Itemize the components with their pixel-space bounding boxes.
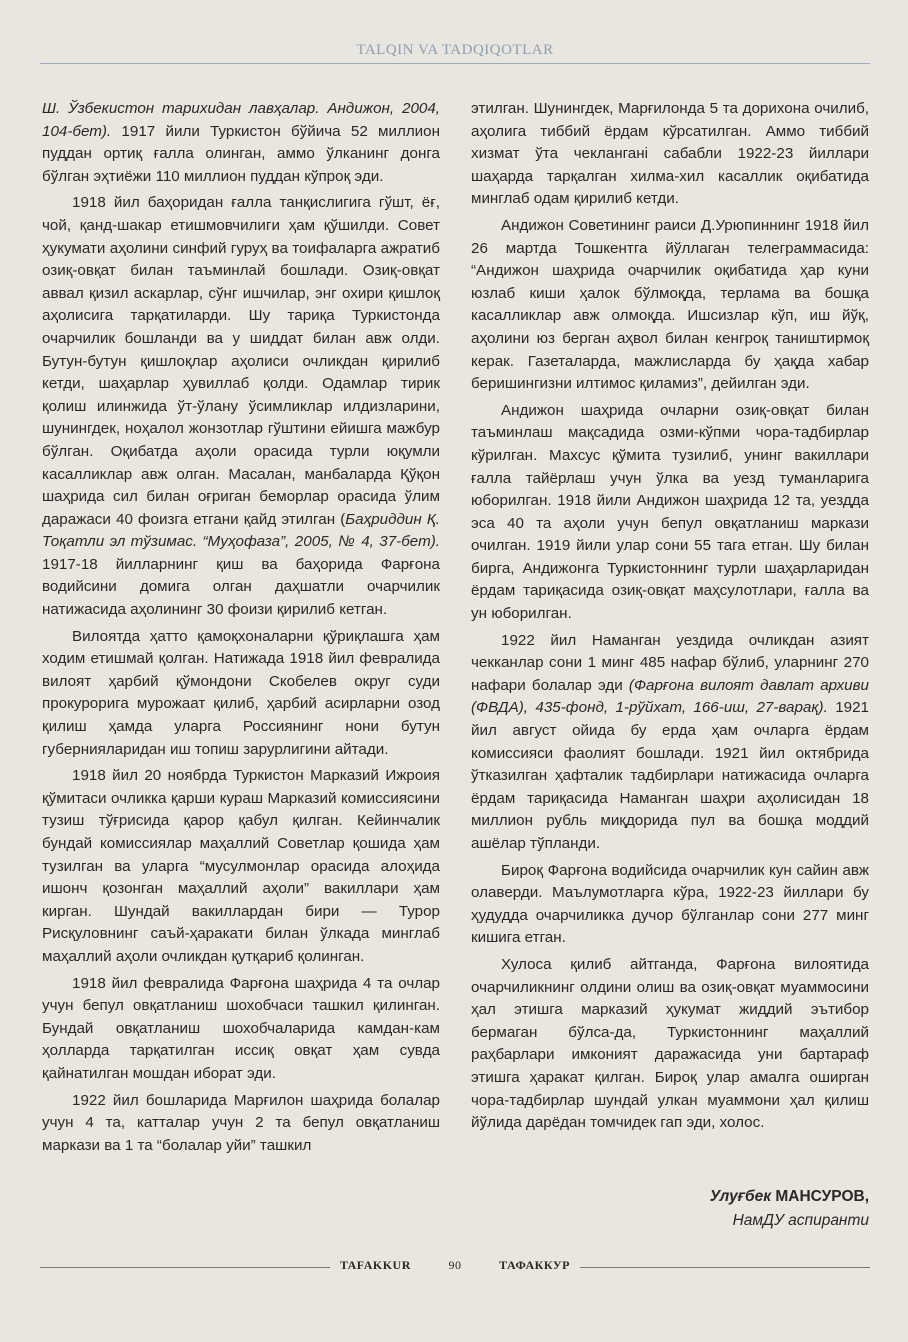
paragraph: 1918 йил февралида Фарғона шаҳрида 4 та очлар учун бепул овқатланиш шохобчаси ташкил қилинган. Бундай овқатланиш шохобчаларида камдан-кам ҳолларда тарқатилган иссиқ овқат ҳам сувда қайнатилган мошдан иборат эди. (42, 974, 440, 1082)
paragraph: Андижон шаҳрида очларни озиқ-овқат билан таъминлаш мақсадида озми-кўпми чора-тадбирлар кўрилган. Махсус қўмита тузилиб, унинг вакиллари ғалла тайёрлаш учун ўлка ва уезд туманларига юборилган. 1918 йили Андижон шаҳрида 12 та, уездда эса 40 та аҳоли учун бепул овқатланиш маркази очилган. 1919 йили улар сони 55 тага етган. Шу билан бирга, Андижонга Туркистоннинг турли шаҳарларидан ёрдам тариқасида озиқ-овқат маҳсулотлари, ғалла ва ун юборилган. (471, 401, 869, 623)
paragraph-text: 1917 йили Туркистон бўйича 52 миллион пуддан ортиқ ғалла олинган, аммо ўлканинг донга бўлган эҳтиёжи 110 миллион пуддан кўпроқ эди. (42, 122, 440, 185)
footer-journal-cyrillic: ТАФАККУР (499, 1258, 570, 1272)
citation: Ш. Ўзбекистон тарихидан лавҳалар. Андижон, 2004, 104-бет). (42, 100, 440, 140)
paragraph: Вилоятда ҳатто қамоқхоналарни қўриқлашга ҳам ходим етишмай қолган. Натижада 1918 йил февралида вилоят ҳарбий қўмондони Скобелев округ суди прокурорига мурожаат қилиб, ҳарбий асирларни озод қилиш ҳамда уларга Россиянинг нони бутун губернияларидан иш топиш зарурлигини айтади. (42, 627, 440, 758)
citation: Баҳриддин Қ. Тоқатли эл тўзимас. “Муҳофаза”, 2005, № 4, 37-бет). (42, 510, 440, 551)
header-rule (40, 63, 870, 64)
footer-center (340, 1258, 570, 1273)
running-header (40, 38, 870, 68)
paragraph (42, 192, 440, 621)
author-role: НамДУ аспиранти (732, 1212, 869, 1229)
paragraph: Бироқ Фарғона водийсида очарчилик кун сайин авж олаверди. Маълумотларга кўра, 1922-23 йиллари бу ҳудудда очарчиликка дучор бўлганлар сони 277 минг кишига етган. (471, 861, 869, 947)
left-column (42, 98, 440, 1161)
paragraph: Андижон Советининг раиси Д.Урюпиннинг 1918 йил 26 мартда Тошкентга йўллаган телеграммасида: “Андижон шаҳрида очарчилик оқибатида ҳар куни юзлаб киши ҳалок бўлмоқда, терлама ва бошқа касалликлар авж олмоқда. Ишсизлар кўп, иш йўқ, аҳолини юз берган аҳвол билан кенгроқ таништирмоқ керак. Газеталарда, мажлисларда бу ҳақда хабар беришингизни илтимос қиламиз”, дейилган эди. (471, 216, 869, 393)
paragraph: 1922 йил бошларида Марғилон шаҳрида болалар учун 4 та, катталар учун 2 та бепул овқатланиш маркази ва 1 та “болалар уйи” ташкил (42, 1091, 440, 1154)
page-footer (40, 1258, 870, 1278)
author-name (471, 1185, 869, 1209)
footer-journal-latin: TAFAKKUR (340, 1258, 411, 1272)
author-last-name: МАНСУРОВ, (775, 1188, 869, 1205)
author-signature (471, 1185, 869, 1233)
paragraph-text: 1917-18 йилларнинг қиш ва баҳорида Фарғона водийсини домига олган даҳшатли очарчилик натижасида аҳолининг 30 фоизи қирилиб кетган. (42, 555, 440, 619)
paragraph (471, 630, 869, 856)
paragraph: этилган. Шунингдек, Марғилонда 5 та дорихона очилиб, аҳолига тиббий ёрдам кўрсатилган. Аммо тиббий хизмат ўта чекланганi сабабли 1922-23 йиллари шаҳарда тарқалган хилма-хил касаллик оқибатида минглаб одам қирилиб кетди. (471, 100, 869, 208)
page-number: 90 (448, 1258, 462, 1272)
paragraph-text: 1922 йил Наманган уездида очликдан азият чекканлар сони 1 минг 485 нафар бўлиб, уларнинг 270 нафари болалар эди (471, 631, 869, 694)
paragraph: 1918 йил 20 ноябрда Туркистон Марказий Ижроия қўмитаси очликка қарши кураш Марказий комиссиясини тузиш тўғрисида қарор қабул қилган. Кейинчалик бундай комиссиялар маҳаллий Советлар қошида ҳам тузилган ва уларга “мусулмонлар орасида алоҳида ишонч қозонган маҳаллий аҳоли” вакиллари ҳам кирган. Шундай вакиллардан бири — Турор Рисқуловнинг саъй-ҳаракати билан ўлкада минглаб маҳаллий аҳоли очликдан қутқариб қолинган. (42, 767, 440, 965)
right-column (471, 98, 869, 1139)
paragraph (42, 98, 440, 188)
paragraph-text: 1918 йил баҳоридан ғалла танқислигига гўшт, ёғ, чой, қанд-шакар етишмовчилиги ҳам қўшилди. Совет ҳукумати аҳолини синфий гуруҳ ва тоифаларга ажратиб озиқ-овқат билан таъминлай бошлади. Озиқ-овқат аввал қизил аскарлар, сўнг ишчилар, энг охири қишлоқ аҳолисига тарқатиларди. Шу тариқа Туркистонда очарчилик бошланди ва у шиддат билан авж олди. Бутун-бутун қишлоқлар аҳолиси очликдан қирилиб кетди, шаҳарлар ҳувиллаб қолди. Одамлар тирик қолиш илинжида ўт-ўлану ўсимликлар илдизларини, шунингдек, ноҳалол жонзотлар гўштини ейишга мажбур бўлган. Оқибатда аҳоли орасида турли юқумли касалликлар авж олган. Масалан, манбаларда Қўқон шаҳрида сил билан оғриган беморлар орасида ўлим даражаси 40 фоизга етгани қайд этилган ( (42, 194, 440, 528)
footer-rule-left (40, 1267, 330, 1268)
paragraph: Хулоса қилиб айтганда, Фарғона вилоятида очарчиликнинг олдини олиш ва озиқ-овқат муаммосини ҳал этишга марказий ҳукумат жиддий эътибор бермаган бўлса-да, Туркистоннинг маҳаллий раҳбарлари имконият даражасида уни бартараф этишга ҳаракат қилган. Бироқ улар амалга оширган чора-тадбирлар шундай улкан муаммони ҳал қилиш йўлида дарёдан томчидек гап эди, холос. (471, 955, 869, 1132)
section-title: TALQIN VA TADQIQOTLAR (356, 42, 554, 58)
citation: (Фарғона вилоят давлат архиви (ФВДА), 435-фонд, 1-рўйхат, 166-иш, 27-варақ). (471, 676, 869, 717)
footer-rule-right (580, 1267, 870, 1268)
paragraph-text: 1921 йил август ойида бу ерда ҳам очларга ёрдам комиссияси фаолият бошлади. 1921 йил октябрида ўтказилган ҳафталик тадбирлари натижасида очларга ёрдам тариқасида Наманган шаҳри аҳолисидан 18 миллион рубль миқдорида пул ва бошқа моддий ашёлар тўпланди. (471, 699, 869, 852)
author-first-name: Улуғбек (709, 1188, 772, 1205)
